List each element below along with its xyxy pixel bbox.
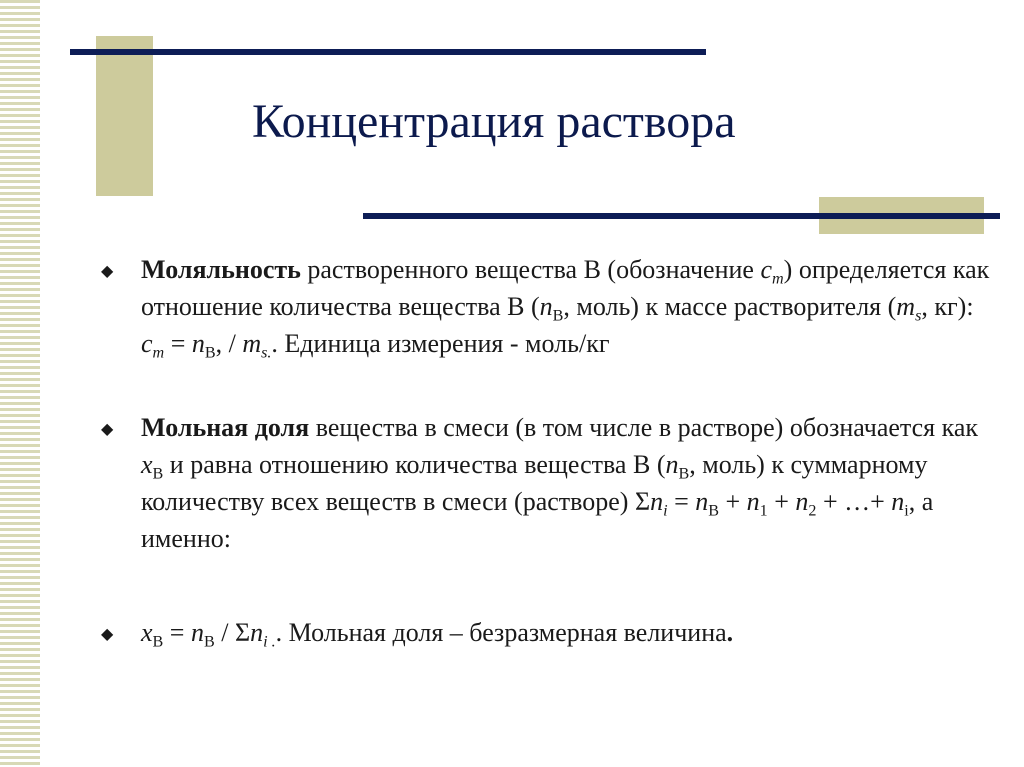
- formula-subscript: В: [203, 633, 215, 651]
- bullet-text: =: [164, 329, 192, 358]
- diamond-bullet-icon: ◆: [101, 626, 114, 643]
- formula-var: n: [539, 292, 553, 321]
- bullet-text: вещества в смеси (в том числе в растворе) обозначается как: [309, 413, 978, 442]
- formula-var: m: [896, 292, 916, 321]
- bullet-text: =: [163, 618, 191, 647]
- formula-subscript: В: [152, 465, 164, 483]
- formula-var: c: [760, 255, 773, 284]
- formula-subscript: s.: [261, 344, 272, 362]
- bullet-mole-fraction: [141, 409, 991, 557]
- formula-subscript: В: [708, 502, 719, 520]
- bullet-text: / Σ: [214, 618, 251, 647]
- slide-title: Концентрация раствора: [252, 95, 736, 148]
- term-mole-fraction: Мольная доля: [141, 413, 310, 442]
- formula-var: n: [665, 450, 679, 479]
- diamond-bullet-icon: ◆: [101, 421, 114, 438]
- formula-subscript: 1: [759, 502, 768, 520]
- formula-subscript: i: [663, 502, 668, 520]
- bullet-text: , а именно:: [141, 487, 934, 553]
- formula-subscript: В: [678, 465, 690, 483]
- formula-var: n: [695, 487, 709, 516]
- bullet-text: , моль) к массе растворителя (: [563, 292, 897, 321]
- formula-subscript: i: [904, 502, 909, 520]
- bullet-text: . Единица измерения - моль/кг: [271, 329, 610, 358]
- formula-subscript: m: [772, 270, 784, 288]
- formula-subscript: 2: [808, 502, 817, 520]
- term-molality: Моляльность: [141, 255, 301, 284]
- bullet-text: +: [719, 487, 747, 516]
- formula-subscript: i .: [263, 633, 276, 651]
- formula-subscript: s: [915, 307, 922, 325]
- bullet-end-period: .: [726, 618, 734, 647]
- formula-subscript: m: [152, 344, 165, 362]
- bullet-text: ) определяется как отношение количества вещества В (: [141, 255, 990, 321]
- bullet-molality: [141, 251, 991, 362]
- bullet-text: , моль) к суммарному количеству всех веществ в смеси (растворе) Σ: [141, 450, 928, 516]
- formula-subscript: В: [204, 344, 216, 362]
- formula-var: x: [141, 618, 153, 647]
- bullet-text: . Мольная доля – безразмерная величина: [275, 618, 727, 647]
- formula-var: c: [141, 329, 153, 358]
- formula-var: n: [250, 618, 264, 647]
- bullet-text: +: [767, 487, 796, 516]
- diamond-bullet-icon: ◆: [101, 263, 114, 280]
- formula-var: n: [891, 487, 905, 516]
- bullet-text: + …+: [816, 487, 892, 516]
- formula-var: m: [242, 329, 262, 358]
- formula-var: n: [190, 618, 204, 647]
- bullet-text: , кг):: [921, 292, 974, 321]
- formula-var: n: [191, 329, 205, 358]
- formula-var: n: [795, 487, 809, 516]
- formula-var: n: [650, 487, 664, 516]
- bullet-text: , /: [215, 329, 243, 358]
- bullet-formula: [141, 614, 991, 651]
- formula-subscript: В: [152, 633, 164, 651]
- formula-var: x: [141, 450, 153, 479]
- formula-var: n: [746, 487, 760, 516]
- formula-subscript: В: [552, 307, 564, 325]
- bullet-text: =: [667, 487, 696, 516]
- bullet-text: и равна отношению количества вещества В (: [163, 450, 666, 479]
- bullet-text: растворенного вещества В (обозначение: [300, 255, 761, 284]
